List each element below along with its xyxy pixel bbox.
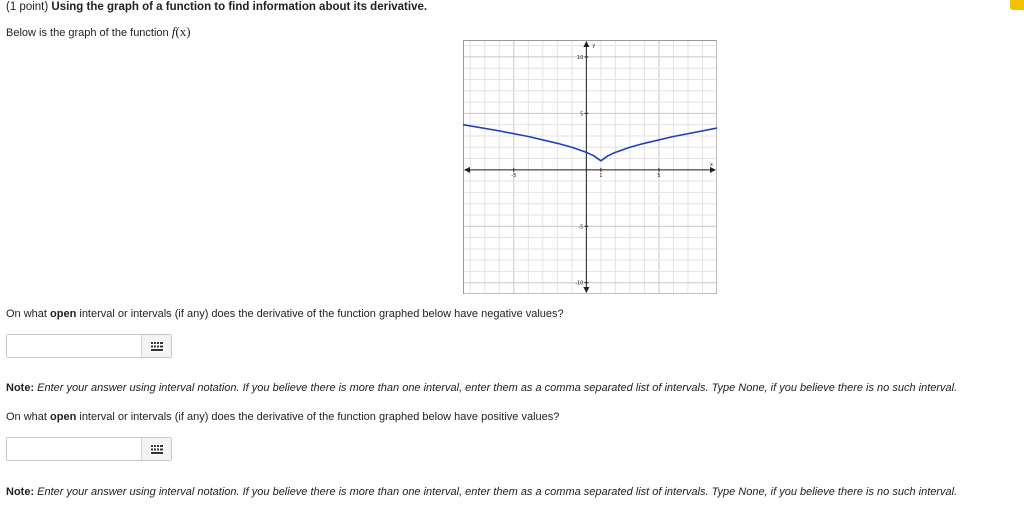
- problem-heading: Using the graph of a function to find information about its derivative.: [51, 1, 428, 13]
- answer-box-negative: [6, 334, 172, 358]
- x-tick-label: -5: [511, 172, 517, 179]
- x-axis-label: x: [710, 161, 713, 168]
- graph-frame: [464, 41, 717, 294]
- y-axis-label: y: [592, 43, 596, 49]
- answer-box-positive: [6, 437, 172, 461]
- question-positive-suffix: interval or intervals (if any) does the derivative of the function graphed below have positive values?: [76, 411, 560, 423]
- x-tick-label: 1: [599, 172, 603, 179]
- problem-intro: [6, 24, 191, 40]
- function-name: f: [171, 24, 176, 39]
- equation-editor-button-negative[interactable]: [141, 335, 171, 357]
- note-negative-label: Note:: [6, 382, 35, 394]
- function-arg: (x): [175, 24, 191, 39]
- y-tick-label: 5: [580, 111, 584, 118]
- question-negative-emphasis: open: [50, 308, 77, 320]
- y-tick-label: -10: [575, 280, 584, 287]
- question-negative-suffix: interval or intervals (if any) does the derivative of the function graphed below have negative values?: [76, 308, 564, 320]
- x-tick-label: 5: [657, 172, 661, 179]
- function-graph: [463, 40, 717, 294]
- question-positive-emphasis: open: [50, 411, 77, 423]
- grid-keypad-icon: [150, 341, 164, 352]
- question-positive-prefix: On what: [6, 411, 51, 423]
- question-negative: [6, 308, 564, 320]
- problem-title: [6, 1, 427, 13]
- function-notation: [172, 24, 191, 39]
- question-negative-prefix: On what: [6, 308, 51, 320]
- note-negative: [6, 382, 957, 394]
- points-label: (1 point): [6, 1, 49, 13]
- note-positive: [6, 486, 957, 498]
- equation-editor-button-positive[interactable]: [141, 438, 171, 460]
- note-positive-label: Note:: [6, 486, 35, 498]
- intro-text: Below is the graph of the function: [6, 27, 169, 39]
- bottom-strip: [0, 508, 1024, 517]
- y-tick-label: 10: [576, 54, 584, 61]
- question-positive: [6, 411, 559, 423]
- note-positive-text: Enter your answer using interval notation. If you believe there is more than one interval, enter them as a comma separated list of intervals. Type None, if you believe there is no such interval.: [34, 486, 958, 498]
- corner-tab: [1010, 0, 1024, 10]
- y-tick-label: -5: [578, 224, 584, 231]
- note-negative-text: Enter your answer using interval notation. If you believe there is more than one interval, enter them as a comma separated list of intervals. Type None, if you believe there is no such interval.: [34, 382, 958, 394]
- answer-input-positive[interactable]: [7, 438, 141, 460]
- answer-input-negative[interactable]: [7, 335, 141, 357]
- grid-keypad-icon: [150, 444, 164, 455]
